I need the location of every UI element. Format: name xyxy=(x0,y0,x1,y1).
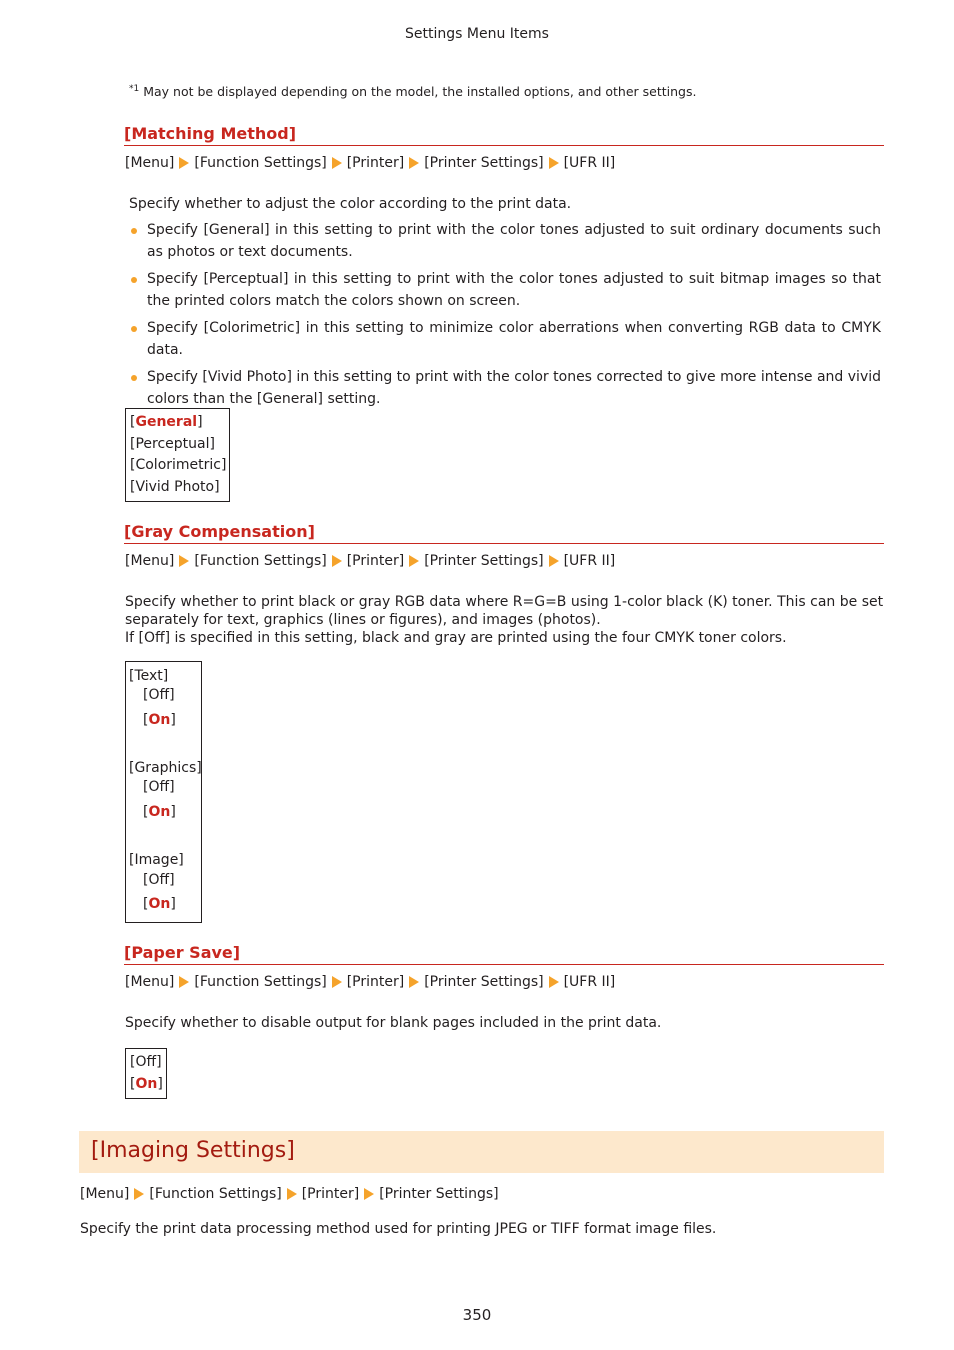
option-graphics-on-default: [On] xyxy=(143,804,176,820)
crumb-function-settings[interactable]: [Function Settings] xyxy=(194,553,327,569)
arrow-right-icon xyxy=(409,555,419,567)
crumb-menu[interactable]: [Menu] xyxy=(125,553,175,569)
arrow-right-icon xyxy=(364,1188,374,1200)
crumb-printer-settings[interactable]: [Printer Settings] xyxy=(424,553,544,569)
crumb-printer-settings[interactable]: [Printer Settings] xyxy=(424,974,544,990)
crumb-menu[interactable]: [Menu] xyxy=(80,1186,130,1202)
crumb-printer[interactable]: [Printer] xyxy=(346,553,405,569)
option-off: [Off] xyxy=(130,1054,162,1070)
imaging-settings-banner xyxy=(79,1131,884,1173)
footnote-text: May not be displayed depending on the model, the installed options, and other settings. xyxy=(143,84,697,99)
option-image-off: [Off] xyxy=(143,872,175,888)
group-text-label: [Text] xyxy=(129,668,169,684)
section-title-gray-compensation: [Gray Compensation] xyxy=(124,522,884,544)
list-item: Specify [General] in this setting to print with the color tones adjusted to suit ordinary documents such as photos or text documents. xyxy=(129,220,881,263)
crumb-printer[interactable]: [Printer] xyxy=(301,1186,360,1202)
matching-bullet-list xyxy=(129,220,881,416)
crumb-printer-settings[interactable]: [Printer Settings] xyxy=(424,155,544,171)
paper-save-description: Specify whether to disable output for blank pages included in the print data. xyxy=(125,1015,662,1031)
footnote-mark: *1 xyxy=(129,84,140,94)
arrow-right-icon xyxy=(287,1188,297,1200)
crumb-printer[interactable]: [Printer] xyxy=(346,974,405,990)
gray-description: Specify whether to print black or gray RGB data where R=G=B using 1-color black (K) toner. This can be set separately for text, graphics (lines or figures), and images (photos). If [Off] is specified in this setting, black and gray are printed using the four CMYK toner colors. xyxy=(125,594,884,646)
arrow-right-icon xyxy=(332,157,342,169)
crumb-printer-settings[interactable]: [Printer Settings] xyxy=(379,1186,499,1202)
list-item: Specify [Colorimetric] in this setting to minimize color aberrations when converting RGB data to CMYK data. xyxy=(129,318,881,361)
option-image-on-default: [On] xyxy=(143,896,176,912)
option-perceptual: [Perceptual] xyxy=(130,435,215,452)
breadcrumb-paper-save xyxy=(125,973,615,991)
matching-options-box xyxy=(125,408,230,502)
option-vivid-photo: [Vivid Photo] xyxy=(130,478,220,495)
paper-save-options-box xyxy=(125,1048,167,1099)
bullet-dot-icon xyxy=(131,277,137,283)
crumb-ufr-ii[interactable]: [UFR II] xyxy=(563,553,616,569)
arrow-right-icon xyxy=(179,555,189,567)
bullet-dot-icon xyxy=(131,326,137,332)
bullet-dot-icon xyxy=(131,375,137,381)
section-title-matching-method: [Matching Method] xyxy=(124,124,884,146)
breadcrumb-imaging-settings xyxy=(80,1185,499,1203)
crumb-menu[interactable]: [Menu] xyxy=(125,974,175,990)
gray-options-box xyxy=(125,661,202,923)
arrow-right-icon xyxy=(409,157,419,169)
imaging-settings-title: [Imaging Settings] xyxy=(91,1138,295,1163)
section-title-paper-save: [Paper Save] xyxy=(124,943,884,965)
arrow-right-icon xyxy=(179,157,189,169)
option-graphics-off: [Off] xyxy=(143,779,175,795)
crumb-menu[interactable]: [Menu] xyxy=(125,155,175,171)
option-on-default: [On] xyxy=(130,1075,163,1092)
option-text-off: [Off] xyxy=(143,687,175,703)
option-text-on-default: [On] xyxy=(143,712,176,728)
arrow-right-icon xyxy=(332,555,342,567)
crumb-function-settings[interactable]: [Function Settings] xyxy=(194,155,327,171)
option-colorimetric: [Colorimetric] xyxy=(130,457,227,473)
crumb-ufr-ii[interactable]: [UFR II] xyxy=(563,155,616,171)
crumb-function-settings[interactable]: [Function Settings] xyxy=(194,974,327,990)
arrow-right-icon xyxy=(409,976,419,988)
crumb-printer[interactable]: [Printer] xyxy=(346,155,405,171)
arrow-right-icon xyxy=(549,157,559,169)
arrow-right-icon xyxy=(549,976,559,988)
footnote xyxy=(129,84,696,99)
arrow-right-icon xyxy=(549,555,559,567)
imaging-settings-description: Specify the print data processing method used for printing JPEG or TIFF format image files. xyxy=(80,1221,717,1237)
group-image-label: [Image] xyxy=(129,852,184,868)
arrow-right-icon xyxy=(179,976,189,988)
bullet-dot-icon xyxy=(131,228,137,234)
arrow-right-icon xyxy=(134,1188,144,1200)
page-number: 350 xyxy=(462,1306,492,1324)
crumb-function-settings[interactable]: [Function Settings] xyxy=(149,1186,282,1202)
list-item: Specify [Vivid Photo] in this setting to print with the color tones corrected to give more intense and vivid colors than the [General] setting. xyxy=(129,367,881,410)
option-general-default: [General] xyxy=(130,414,203,430)
breadcrumb-gray-compensation xyxy=(125,552,615,570)
group-graphics-label: [Graphics] xyxy=(129,760,202,776)
matching-intro: Specify whether to adjust the color according to the print data. xyxy=(129,196,572,212)
crumb-ufr-ii[interactable]: [UFR II] xyxy=(563,974,616,990)
running-head: Settings Menu Items xyxy=(405,26,549,42)
breadcrumb-matching-method xyxy=(125,154,615,172)
arrow-right-icon xyxy=(332,976,342,988)
list-item: Specify [Perceptual] in this setting to print with the color tones adjusted to suit bitmap images so that the printed colors match the colors shown on screen. xyxy=(129,269,881,312)
